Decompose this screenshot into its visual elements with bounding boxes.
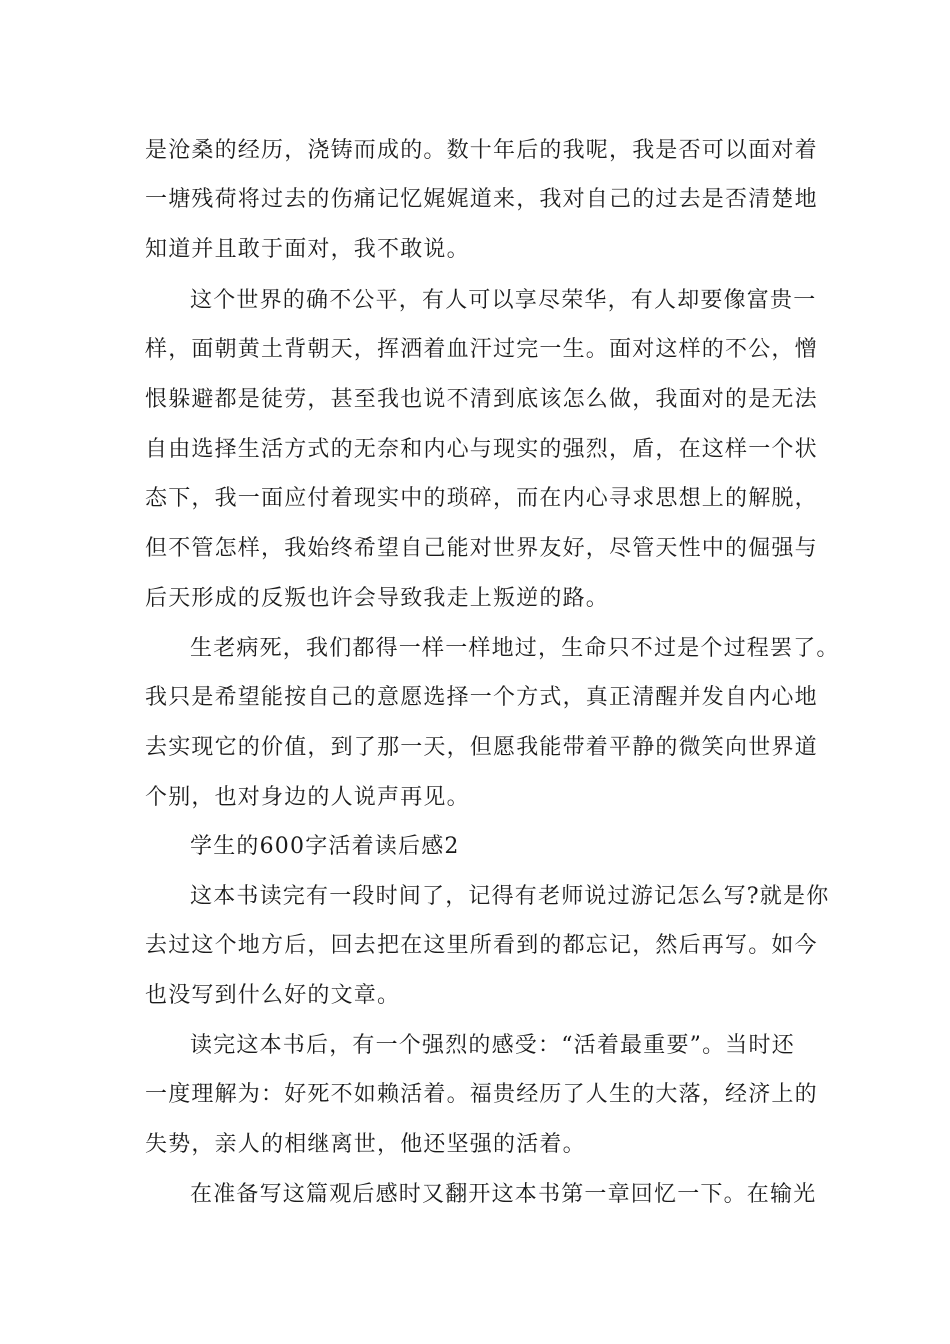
text-line: 恨躲避都是徒劳，甚至我也说不清到底该怎么做，我面对的是无法 [145,387,818,412]
text-line: 后天形成的反叛也许会导致我走上叛逆的路。 [145,586,610,611]
text-line: 在准备写这篇观后感时又翻开这本书第一章回忆一下。在输光 [190,1182,817,1207]
text-line: 这本书读完有一段时间了，记得有老师说过游记怎么写?就是你 [190,884,830,909]
text-line: 生老病死，我们都得一样一样地过，生命只不过是个过程罢了。 [190,636,840,661]
text-line: 失势，亲人的相继离世，他还坚强的活着。 [145,1132,586,1157]
text-line: 知道并且敢于面对，我不敢说。 [145,237,470,262]
text-line: 个别，也对身边的人说声再见。 [145,785,470,810]
text-line: 但不管怎样，我始终希望自己能对世界友好，尽管天性中的倔强与 [145,536,818,561]
text-line: 也没写到什么好的文章。 [145,983,401,1008]
text-line: 去过这个地方后，回去把在这里所看到的都忘记，然后再写。如今 [145,933,818,958]
text-line: 去实现它的价值，到了那一天，但愿我能带着平静的微笑向世界道 [145,735,818,760]
text-line: 是沧桑的经历，浇铸而成的。数十年后的我呢，我是否可以面对着 [145,138,818,163]
section-heading: 学生的600字活着读后感2 [190,834,460,859]
text-line: 一度理解为：好死不如赖活着。福贵经历了人生的大落，经济上的 [145,1082,818,1107]
text-line: 样，面朝黄土背朝天，挥洒着血汗过完一生。面对这样的不公，憎 [145,337,818,362]
text-line: 自由选择生活方式的无奈和内心与现实的强烈，盾，在这样一个状 [145,437,818,462]
text-line: 这个世界的确不公平，有人可以享尽荣华，有人却要像富贵一 [190,288,817,313]
text-line: 态下，我一面应付着现实中的琐碎，而在内心寻求思想上的解脱， [145,486,818,511]
text-line: 读完这本书后，有一个强烈的感受：“活着最重要”。当时还 [190,1033,795,1058]
text-line: 我只是希望能按自己的意愿选择一个方式，真正清醒并发自内心地 [145,685,818,710]
text-line: 一塘残荷将过去的伤痛记忆娓娓道来，我对自己的过去是否清楚地 [145,187,818,212]
